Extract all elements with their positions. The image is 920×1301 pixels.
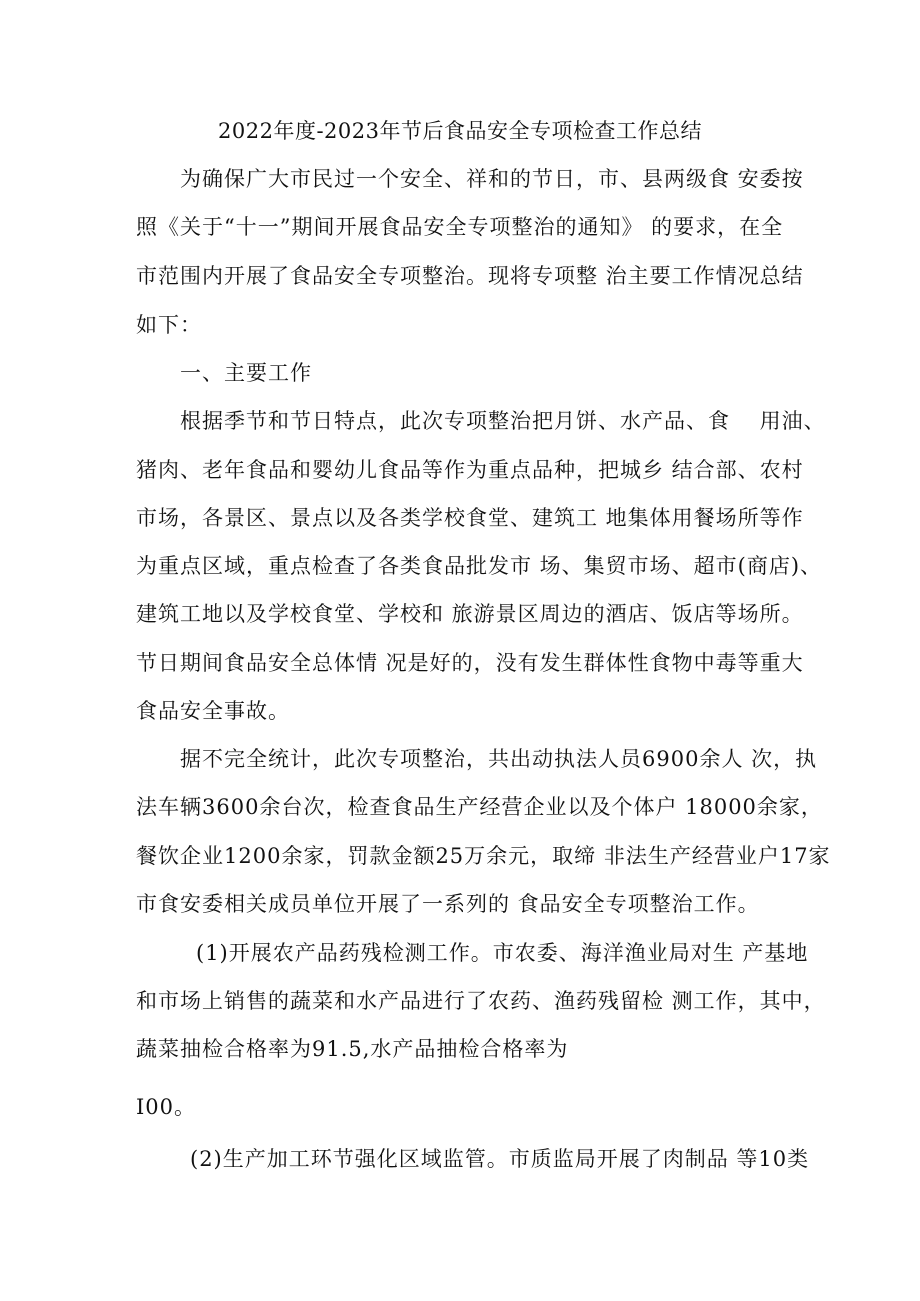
paragraph-line: 根据季节和节日特点，此次专项整治把月饼、水产品、食 用油、: [180, 409, 826, 433]
paragraph-line: 据不完全统计，此次专项整治，共出动执法人员6900余人 次，执: [180, 747, 818, 771]
paragraph-line: 法车辆3600余台次，检查食品生产经营企业以及个体户 18000余家，: [136, 795, 823, 819]
paragraph-line: 市场，各景区、景点以及各类学校食堂、建筑工 地集体用餐场所等作: [136, 506, 804, 530]
paragraph-line: 食品安全事故。: [136, 699, 290, 723]
paragraph-line: 市食安委相关成员单位开展了一系列的 食品安全专项整治工作。: [136, 892, 760, 916]
paragraph-line: 为重点区域，重点检查了各类食品批发市 场、集贸市场、超市(商店)、: [136, 554, 823, 578]
paragraph-line: 餐饮企业1200余家，罚款金额25万余元，取缔 非法生产经营业户17家: [136, 844, 831, 868]
paragraph-line: 建筑工地以及学校食堂、学校和 旅游景区周边的酒店、饭店等场所。: [136, 602, 804, 626]
paragraph-line: I00。: [136, 1095, 197, 1119]
paragraph-line: (2)生产加工环节强化区域监管。市质监局开展了肉制品 等10类: [190, 1147, 810, 1171]
paragraph-line: 为确保广大市民过一个安全、祥和的节日，市、县两级食 安委按: [180, 167, 804, 191]
document-title: 2022年度-2023年节后食品安全专项检查工作总结: [218, 119, 702, 143]
paragraph-line: 猪肉、老年食品和婴幼儿食品等作为重点品种，把城乡 结合部、农村: [136, 458, 804, 482]
paragraph-line: 和市场上销售的蔬菜和水产品进行了农药、渔药残留检 测工作，其中，: [136, 989, 826, 1013]
paragraph-line: 市范围内开展了食品安全专项整治。现将专项整 治主要工作情况总结: [136, 264, 804, 288]
paragraph-line: 蔬菜抽检合格率为91.5,水产品抽检合格率为: [136, 1037, 569, 1061]
paragraph-line: 照《关于“十一”期间开展食品安全专项整治的通知》 的要求，在全: [136, 215, 784, 239]
paragraph-line: (1)开展农产品药残检测工作。市农委、海洋渔业局对生 产基地: [196, 941, 809, 965]
paragraph-line: 节日期间食品安全总体情 况是好的，没有发生群体性食物中毒等重大: [136, 651, 804, 675]
section-heading: 一、主要工作: [180, 361, 312, 385]
paragraph-line: 如下：: [136, 313, 202, 337]
